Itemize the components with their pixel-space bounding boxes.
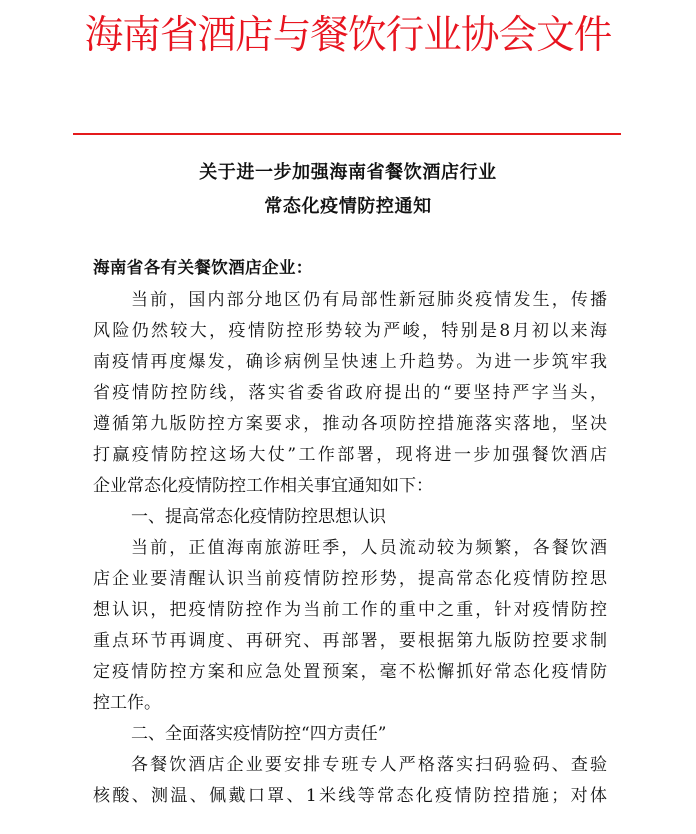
- document-header-title: 海南省酒店与餐饮行业协会文件: [84, 13, 612, 58]
- paragraph-2-line: 控工作。: [93, 693, 161, 713]
- salutation: 海南省各有关餐饮酒店企业：: [93, 258, 313, 277]
- section-1-heading: 一、提高常态化疫情防控思想认识: [131, 507, 386, 527]
- paragraph-1-line: 风险仍然较大，疫情防控形势较为严峻，特别是8月初以来海: [93, 321, 607, 341]
- red-separator-line: [73, 133, 621, 135]
- paragraph-3-line: 核酸、测温、佩戴口罩、1米线等常态化疫情防控措施；对体: [93, 786, 607, 806]
- paragraph-1-line: 遵循第九版防控方案要求，推动各项防控措施落实落地，坚决: [93, 414, 607, 434]
- notice-title-line-2: 常态化疫情防控通知: [264, 196, 432, 217]
- notice-title-line-1: 关于进一步加强海南省餐饮酒店行业: [199, 162, 497, 183]
- paragraph-2-line: 当前，正值海南旅游旺季，人员流动较为频繁，各餐饮酒: [131, 538, 607, 558]
- paragraph-2-line: 定疫情防控方案和应急处置预案，毫不松懈抓好常态化疫情防: [93, 662, 607, 682]
- paragraph-1-line: 当前，国内部分地区仍有局部性新冠肺炎疫情发生，传播: [131, 290, 607, 310]
- paragraph-1-line: 南疫情再度爆发，确诊病例呈快速上升趋势。为进一步筑牢我: [93, 352, 607, 372]
- paragraph-1-line: 打赢疫情防控这场大仗”工作部署，现将进一步加强餐饮酒店: [93, 445, 607, 465]
- section-2-heading: 二、全面落实疫情防控“四方责任”: [131, 724, 387, 744]
- paragraph-1-line: 企业常态化疫情防控工作相关事宜通知如下：: [93, 476, 433, 496]
- paragraph-1-line: 省疫情防控防线，落实省委省政府提出的“要坚持严字当头，: [93, 383, 607, 403]
- paragraph-3-line: 各餐饮酒店企业要安排专班专人严格落实扫码验码、查验: [131, 755, 607, 775]
- paragraph-2-line: 想认识，把疫情防控作为当前工作的重中之重，针对疫情防控: [93, 600, 607, 620]
- paragraph-2-line: 店企业要清醒认识当前疫情防控形势，提高常态化疫情防控思: [93, 569, 607, 589]
- paragraph-2-line: 重点环节再调度、再研究、再部署，要根据第九版防控要求制: [93, 631, 607, 651]
